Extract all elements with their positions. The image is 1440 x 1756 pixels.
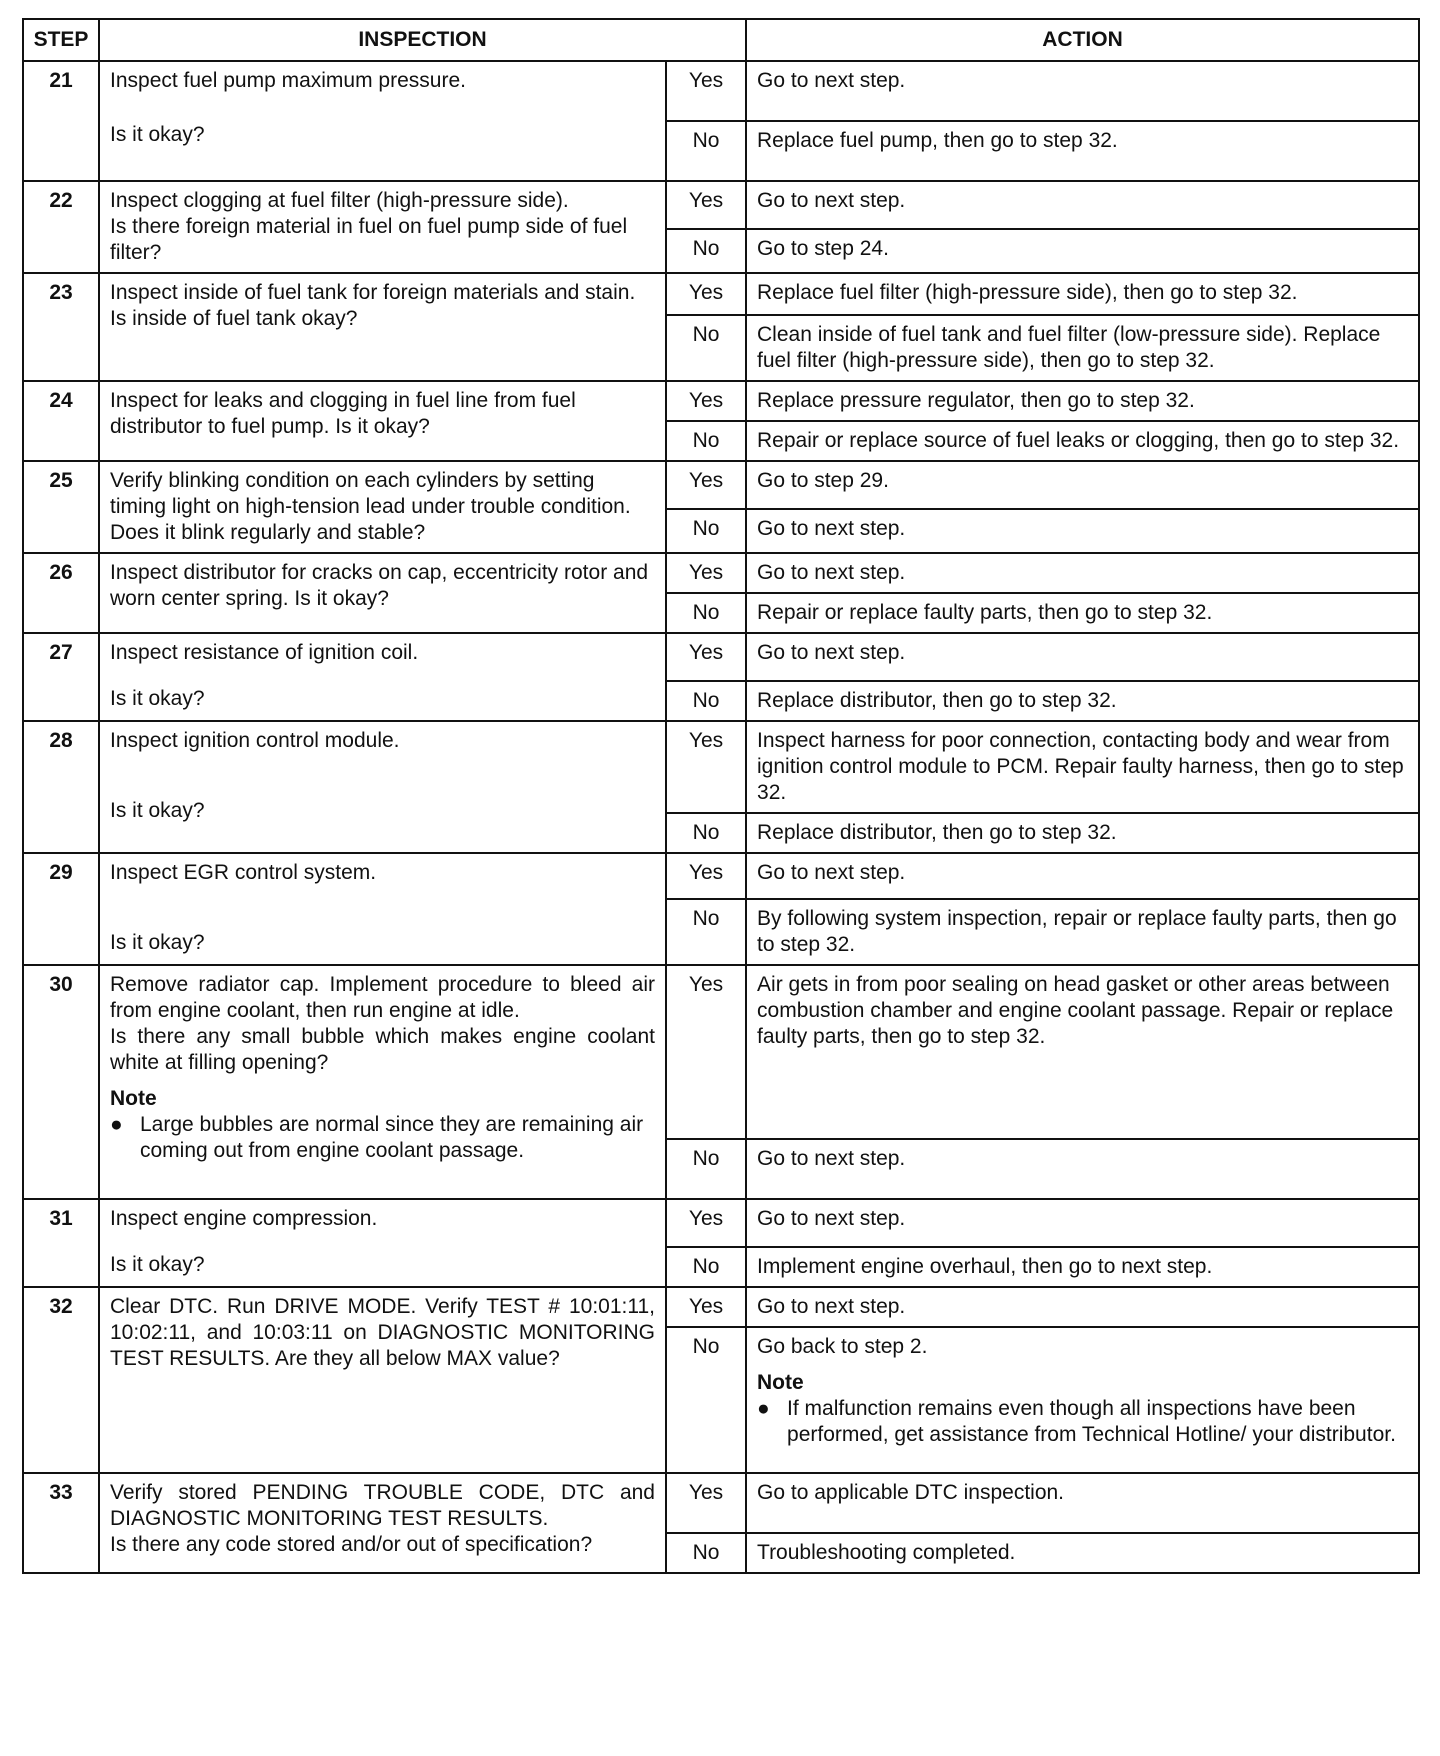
table-row [23,553,1419,593]
yes-action: Replace pressure regulator, then go to step 32. [746,381,1419,421]
inspection-text: Inspect for leaks and clogging in fuel line from fuel distributor to fuel pump. Is it okay? [110,389,576,438]
step-number: 33 [23,1473,99,1573]
table-row [23,1473,1419,1533]
inspection-text: Inspect resistance of ignition coil. [110,641,419,664]
no-action: Repair or replace faulty parts, then go to step 32. [746,593,1419,633]
step-number: 25 [23,461,99,553]
no-action: Replace distributor, then go to step 32. [746,681,1419,721]
inspection-table [22,18,1420,1574]
no-action: Go to next step. [746,509,1419,553]
inspection-question: Is it okay? [110,687,205,710]
inspection-cell [99,721,666,853]
inspection-text: Remove radiator cap. Implement procedure to bleed air from engine coolant, then run engine at idle. [110,973,655,1022]
inspection-cell [99,965,666,1199]
table-row [23,461,1419,509]
no-label: No [666,315,746,381]
header-step: STEP [23,19,99,61]
table-row [23,181,1419,229]
no-label: No [666,593,746,633]
inspection-text: Verify stored PENDING TROUBLE CODE, DTC and DIAGNOSTIC MONITORING TEST RESULTS. [110,1481,655,1530]
step-number: 22 [23,181,99,273]
yes-label: Yes [666,381,746,421]
no-label: No [666,421,746,461]
yes-label: Yes [666,1473,746,1533]
header-row [23,19,1419,61]
table-row [23,965,1419,1139]
table-row [23,1199,1419,1247]
no-label: No [666,229,746,273]
note-title: Note [110,1087,157,1110]
step-number: 24 [23,381,99,461]
inspection-question: Is it okay? [110,123,205,146]
yes-action: Inspect harness for poor connection, contacting body and wear from ignition control module to PCM. Repair faulty harness, then go to step 32. [746,721,1419,813]
step-number: 23 [23,273,99,381]
inspection-cell [99,853,666,965]
inspection-cell [99,381,666,461]
note-bullet [110,1112,655,1164]
yes-label: Yes [666,61,746,121]
yes-label: Yes [666,853,746,899]
table-row [23,1287,1419,1327]
inspection-text: Inspect clogging at fuel filter (high-pressure side). [110,189,569,212]
no-action: Go to step 24. [746,229,1419,273]
inspection-text: Inspect EGR control system. [110,861,377,884]
step-number: 32 [23,1287,99,1473]
inspection-text: Verify blinking condition on each cylinders by setting timing light on high-tension lead under trouble condition. Does it blink regularly and stable? [110,469,631,544]
inspection-cell [99,1473,666,1573]
inspection-cell [99,1287,666,1473]
inspection-cell [99,273,666,381]
table-row [23,853,1419,899]
step-number: 21 [23,61,99,181]
inspection-cell [99,61,666,181]
note-text: Large bubbles are normal since they are remaining air coming out from engine coolant passage. [140,1113,644,1162]
inspection-cell [99,553,666,633]
no-action: By following system inspection, repair or replace faulty parts, then go to step 32. [746,899,1419,965]
step-number: 29 [23,853,99,965]
yes-label: Yes [666,721,746,813]
yes-action: Go to next step. [746,633,1419,681]
inspection-cell [99,461,666,553]
inspection-cell [99,1199,666,1287]
step-number: 26 [23,553,99,633]
no-label: No [666,509,746,553]
yes-label: Yes [666,633,746,681]
no-label: No [666,1247,746,1287]
yes-label: Yes [666,461,746,509]
header-action: ACTION [746,19,1419,61]
no-action: Go to next step. [746,1139,1419,1199]
no-action: Implement engine overhaul, then go to next step. [746,1247,1419,1287]
table-row [23,61,1419,121]
step-number: 31 [23,1199,99,1287]
no-label: No [666,1139,746,1199]
yes-action: Go to applicable DTC inspection. [746,1473,1419,1533]
yes-action: Replace fuel filter (high-pressure side), then go to step 32. [746,273,1419,315]
no-label: No [666,681,746,721]
inspection-cell [99,633,666,721]
header-inspection: INSPECTION [99,19,746,61]
inspection-text: Inspect fuel pump maximum pressure. [110,69,466,92]
yes-action: Air gets in from poor sealing on head gasket or other areas between combustion chamber and engine coolant passage. Repair or replace faulty parts, then go to step 32. [746,965,1419,1139]
troubleshooting-sheet [22,18,1418,1574]
yes-label: Yes [666,273,746,315]
yes-action: Go to next step. [746,181,1419,229]
yes-action: Go to next step. [746,853,1419,899]
inspection-text: Inspect engine compression. [110,1207,378,1230]
no-action: Troubleshooting completed. [746,1533,1419,1573]
step-number: 28 [23,721,99,853]
inspection-text: Inspect distributor for cracks on cap, eccentricity rotor and worn center spring. Is it okay? [110,561,649,610]
yes-action: Go to next step. [746,1287,1419,1327]
yes-label: Yes [666,553,746,593]
note-text: If malfunction remains even though all inspections have been performed, get assistance from Technical Hotline/ your distributor. [787,1397,1396,1446]
no-label: No [666,121,746,181]
bullet-icon: ● [757,1397,770,1420]
no-action: Repair or replace source of fuel leaks or clogging, then go to step 32. [746,421,1419,461]
inspection-cell [99,181,666,273]
inspection-text: Is there any small bubble which makes engine coolant white at filling opening? [110,1025,655,1074]
no-label: No [666,1533,746,1573]
no-label: No [666,899,746,965]
no-action-cell [746,1327,1419,1473]
yes-action: Go to next step. [746,61,1419,121]
table-row [23,633,1419,681]
table-row [23,721,1419,813]
inspection-question: Is it okay? [110,799,205,822]
table-row [23,273,1419,315]
inspection-text: Inspect inside of fuel tank for foreign materials and stain. Is inside of fuel tank okay? [110,281,636,330]
step-number: 30 [23,965,99,1199]
no-action: Replace distributor, then go to step 32. [746,813,1419,853]
yes-label: Yes [666,1287,746,1327]
note-bullet [757,1396,1408,1448]
yes-label: Yes [666,965,746,1139]
inspection-text: Clear DTC. Run DRIVE MODE. Verify TEST # 10:01:11, 10:02:11, and 10:03:11 on DIAGNOSTIC MONITORING TEST RESULTS. Are they all below MAX value? [110,1295,655,1370]
yes-action: Go to next step. [746,1199,1419,1247]
inspection-question: Is it okay? [110,1253,205,1276]
step-number: 27 [23,633,99,721]
note-title: Note [757,1371,804,1394]
inspection-text: Inspect ignition control module. [110,729,400,752]
no-action: Clean inside of fuel tank and fuel filter (low-pressure side). Replace fuel filter (high-pressure side), then go to step 32. [746,315,1419,381]
no-action: Go back to step 2. [757,1335,928,1358]
no-action: Replace fuel pump, then go to step 32. [746,121,1419,181]
yes-label: Yes [666,1199,746,1247]
table-row [23,381,1419,421]
yes-action: Go to step 29. [746,461,1419,509]
yes-label: Yes [666,181,746,229]
bullet-icon: ● [110,1113,123,1136]
inspection-text: Is there any code stored and/or out of specification? [110,1533,593,1556]
no-label: No [666,1327,746,1473]
inspection-question: Is it okay? [110,931,205,954]
inspection-text: Is there foreign material in fuel on fuel pump side of fuel filter? [110,215,628,264]
no-label: No [666,813,746,853]
yes-action: Go to next step. [746,553,1419,593]
